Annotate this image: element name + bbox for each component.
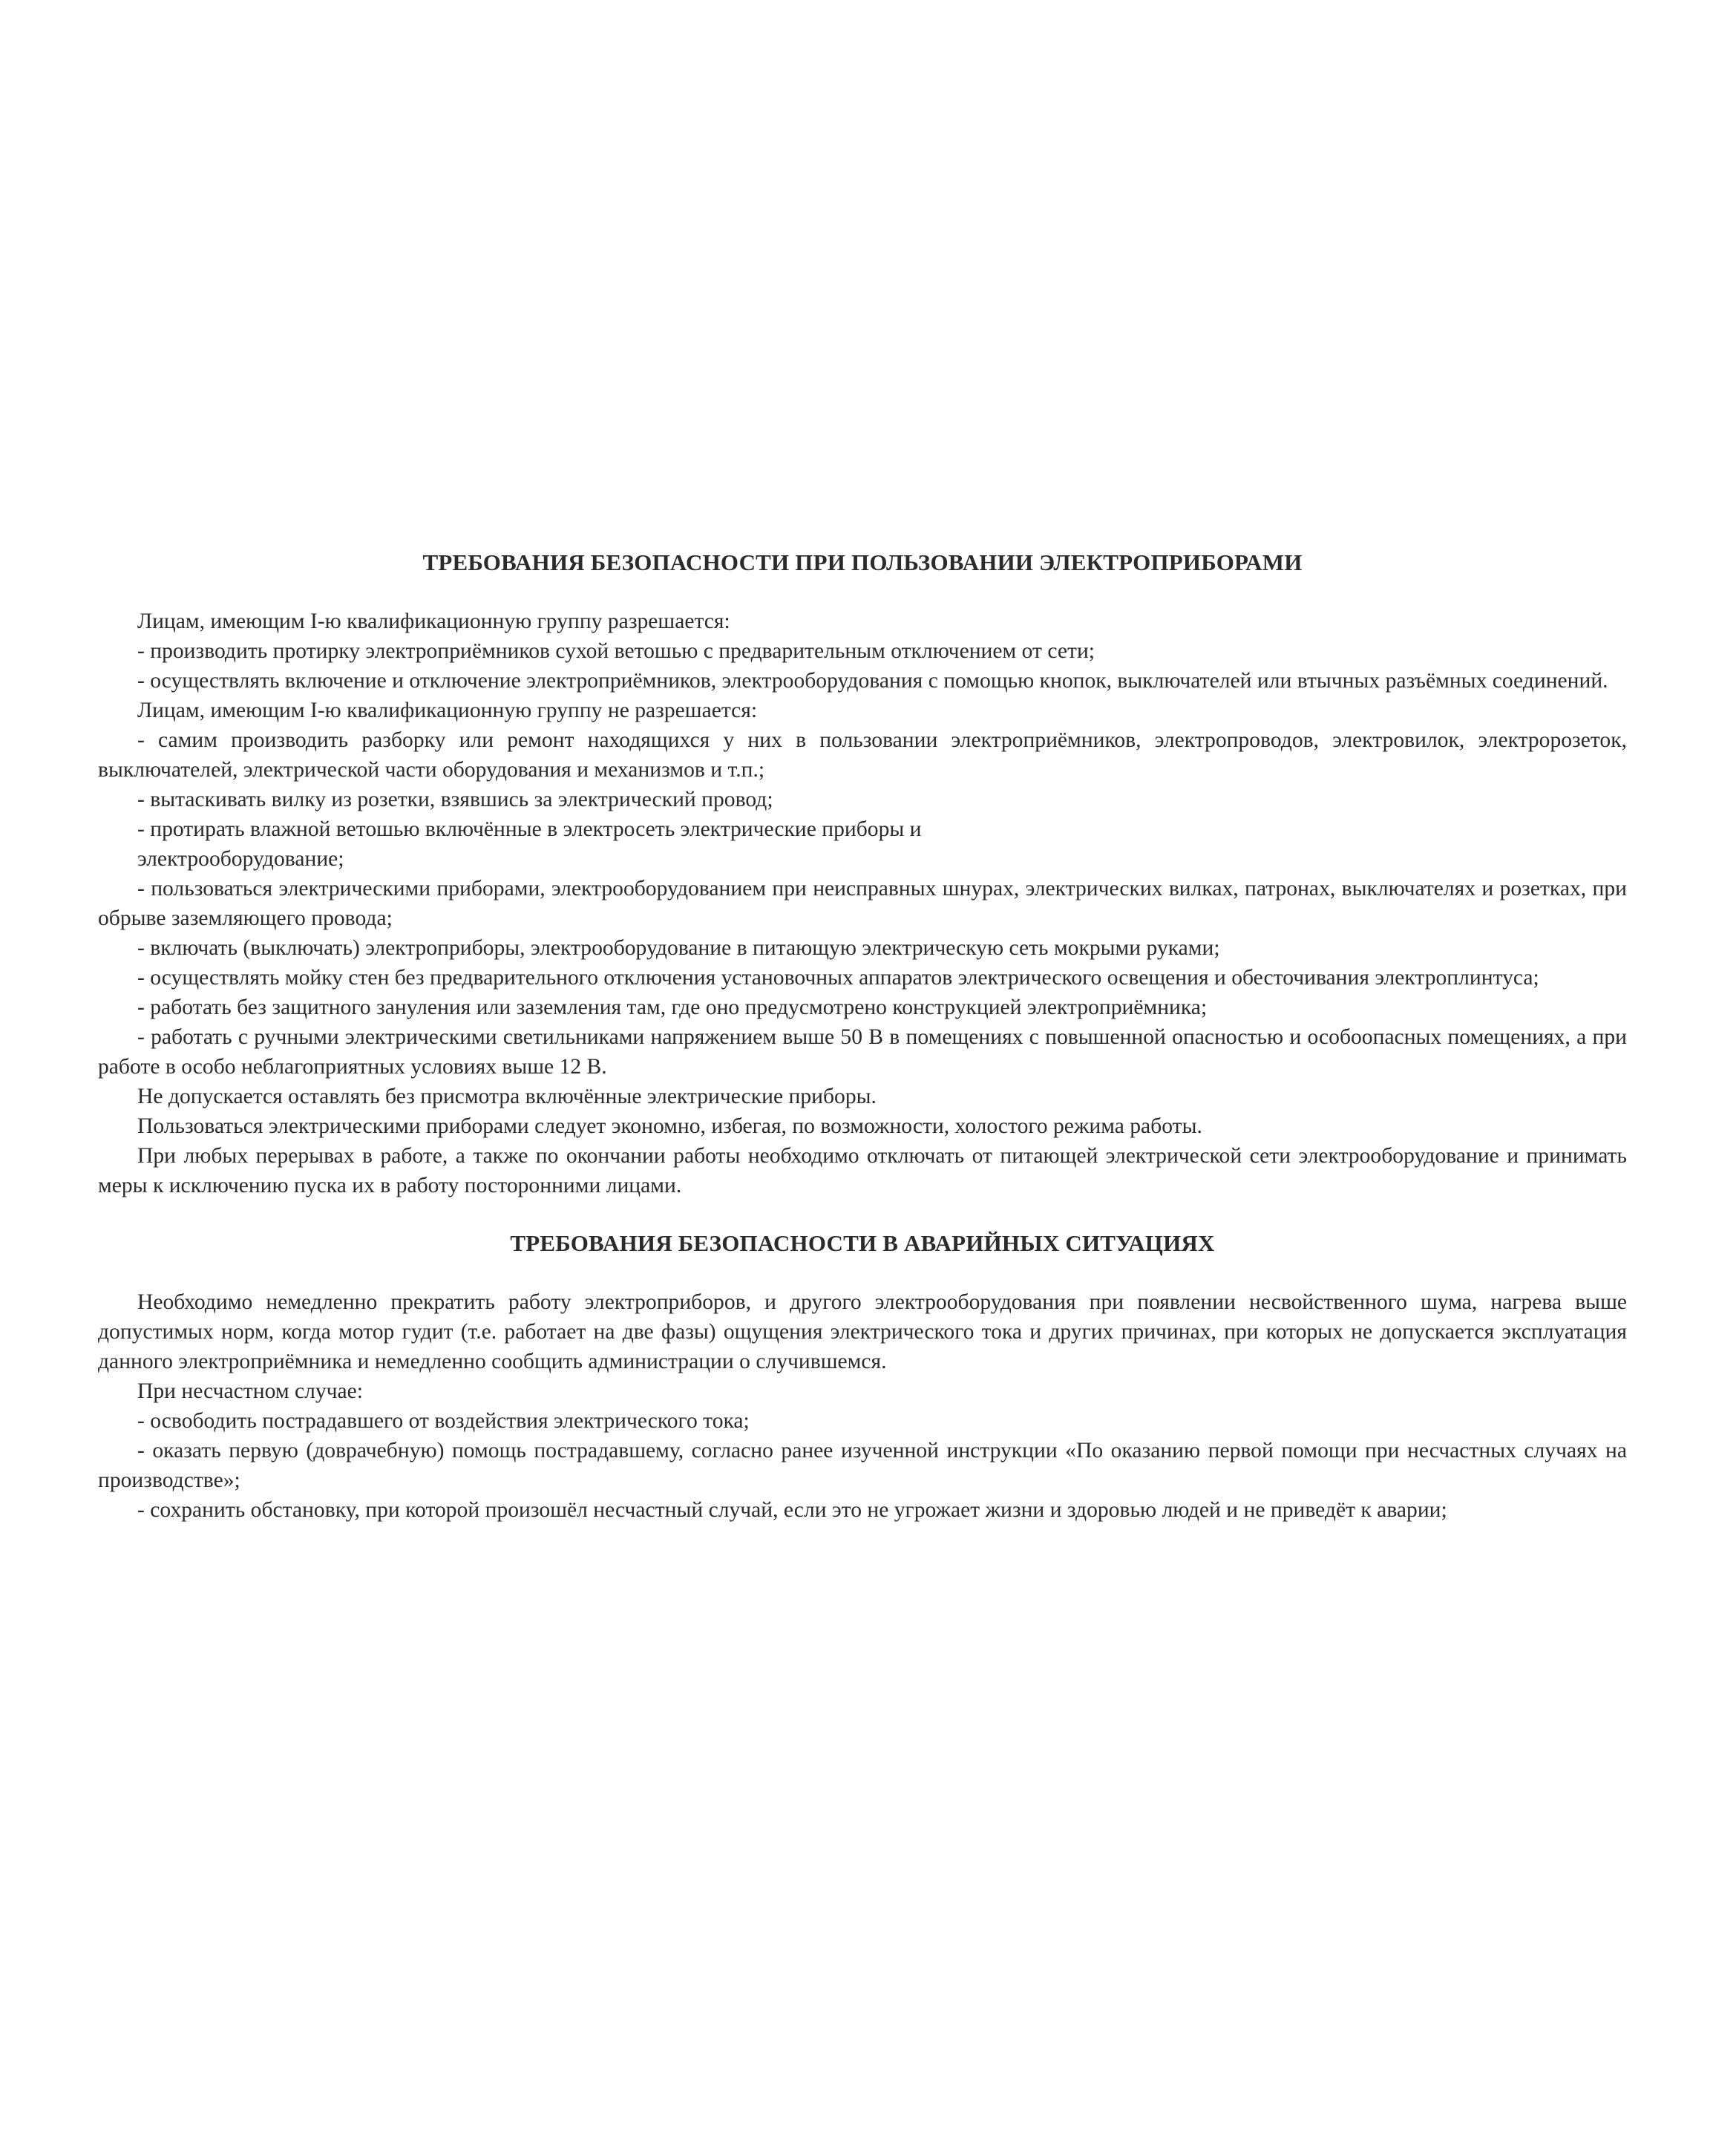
paragraph: Пользоваться электрическими приборами следует экономно, избегая, по возможности, холостого режима работы. — [137, 1114, 1202, 1138]
paragraph: Лицам, имеющим I-ю квалификационную группу разрешается: — [137, 609, 730, 633]
paragraph: Не допускается оставлять без присмотра включённые электрические приборы. — [137, 1085, 877, 1108]
paragraph: - включать (выключать) электроприборы, электрооборудование в питающую электрическую сеть мокрыми руками; — [137, 936, 1220, 960]
paragraph: Необходимо немедленно прекратить работу электроприборов, и другого электрооборудования при появлении несвойственного шума, нагрева выше допустимых норм, когда мотор гудит (т.е. работает на две фазы) ощущения электрического тока и других причинах, при которых не допускается эксплуатация данного электроприёмника и немедленно сообщить администрации о случившемся. — [98, 1290, 1627, 1373]
document-page — [98, 548, 1627, 1525]
paragraph: - сохранить обстановку, при которой произошёл несчастный случай, если это не угрожает жизни и здоровью людей и не приведёт к аварии; — [137, 1498, 1447, 1522]
section-title-emergency-situations: ТРЕБОВАНИЯ БЕЗОПАСНОСТИ В АВАРИЙНЫХ СИТУАЦИЯХ — [510, 1230, 1215, 1256]
paragraph: При несчастном случае: — [137, 1379, 364, 1403]
paragraph: - протирать влажной ветошью включённые в электросеть электрические приборы и — [137, 817, 922, 841]
paragraph: - работать с ручными электрическими светильниками напряжением выше 50 В в помещениях с повышенной опасностью и особоопасных помещениях, а при работе в особо неблагоприятных условиях выше 12 В. — [98, 1025, 1627, 1079]
paragraph: Лицам, имеющим I-ю квалификационную группу не разрешается: — [137, 699, 758, 722]
paragraph: - пользоваться электрическими приборами, электрооборудованием при неисправных шнурах, электрических вилках, патронах, выключателях и розетках, при обрыве заземляющего провода; — [98, 877, 1627, 930]
paragraph: - освободить пострадавшего от воздействия электрического тока; — [137, 1409, 750, 1433]
paragraph: - осуществлять мойку стен без предварительного отключения установочных аппаратов электрического освещения и обесточивания электроплинтуса; — [137, 966, 1539, 990]
paragraph: При любых перерывах в работе, а также по окончании работы необходимо отключать от питающей электрической сети электрооборудование и принимать меры к исключению пуска их в работу посторонними лицами. — [98, 1144, 1627, 1197]
section-title-electrical-appliances: ТРЕБОВАНИЯ БЕЗОПАСНОСТИ ПРИ ПОЛЬЗОВАНИИ ЭЛЕКТРОПРИБОРАМИ — [422, 549, 1303, 575]
paragraph: - вытаскивать вилку из розетки, взявшись за электрический провод; — [137, 788, 773, 811]
paragraph: - производить протирку электроприёмников сухой ветошью с предварительным отключением от сети; — [137, 639, 1095, 663]
paragraph: электрооборудование; — [137, 847, 344, 871]
paragraph: - самим производить разборку или ремонт находящихся у них в пользовании электроприёмников, электропроводов, электровилок, электророзеток, выключателей, электрической части оборудования и механизмов и т.п.; — [98, 728, 1627, 782]
paragraph: - оказать первую (доврачебную) помощь пострадавшему, согласно ранее изученной инструкции «По оказанию первой помощи при несчастных случаях на производстве»; — [98, 1439, 1627, 1492]
paragraph: - работать без защитного зануления или заземления там, где оно предусмотрено конструкцией электроприёмника; — [137, 996, 1208, 1019]
paragraph: - осуществлять включение и отключение электроприёмников, электрооборудования с помощью кнопок, выключателей или втычных разъёмных соединений. — [137, 669, 1608, 693]
